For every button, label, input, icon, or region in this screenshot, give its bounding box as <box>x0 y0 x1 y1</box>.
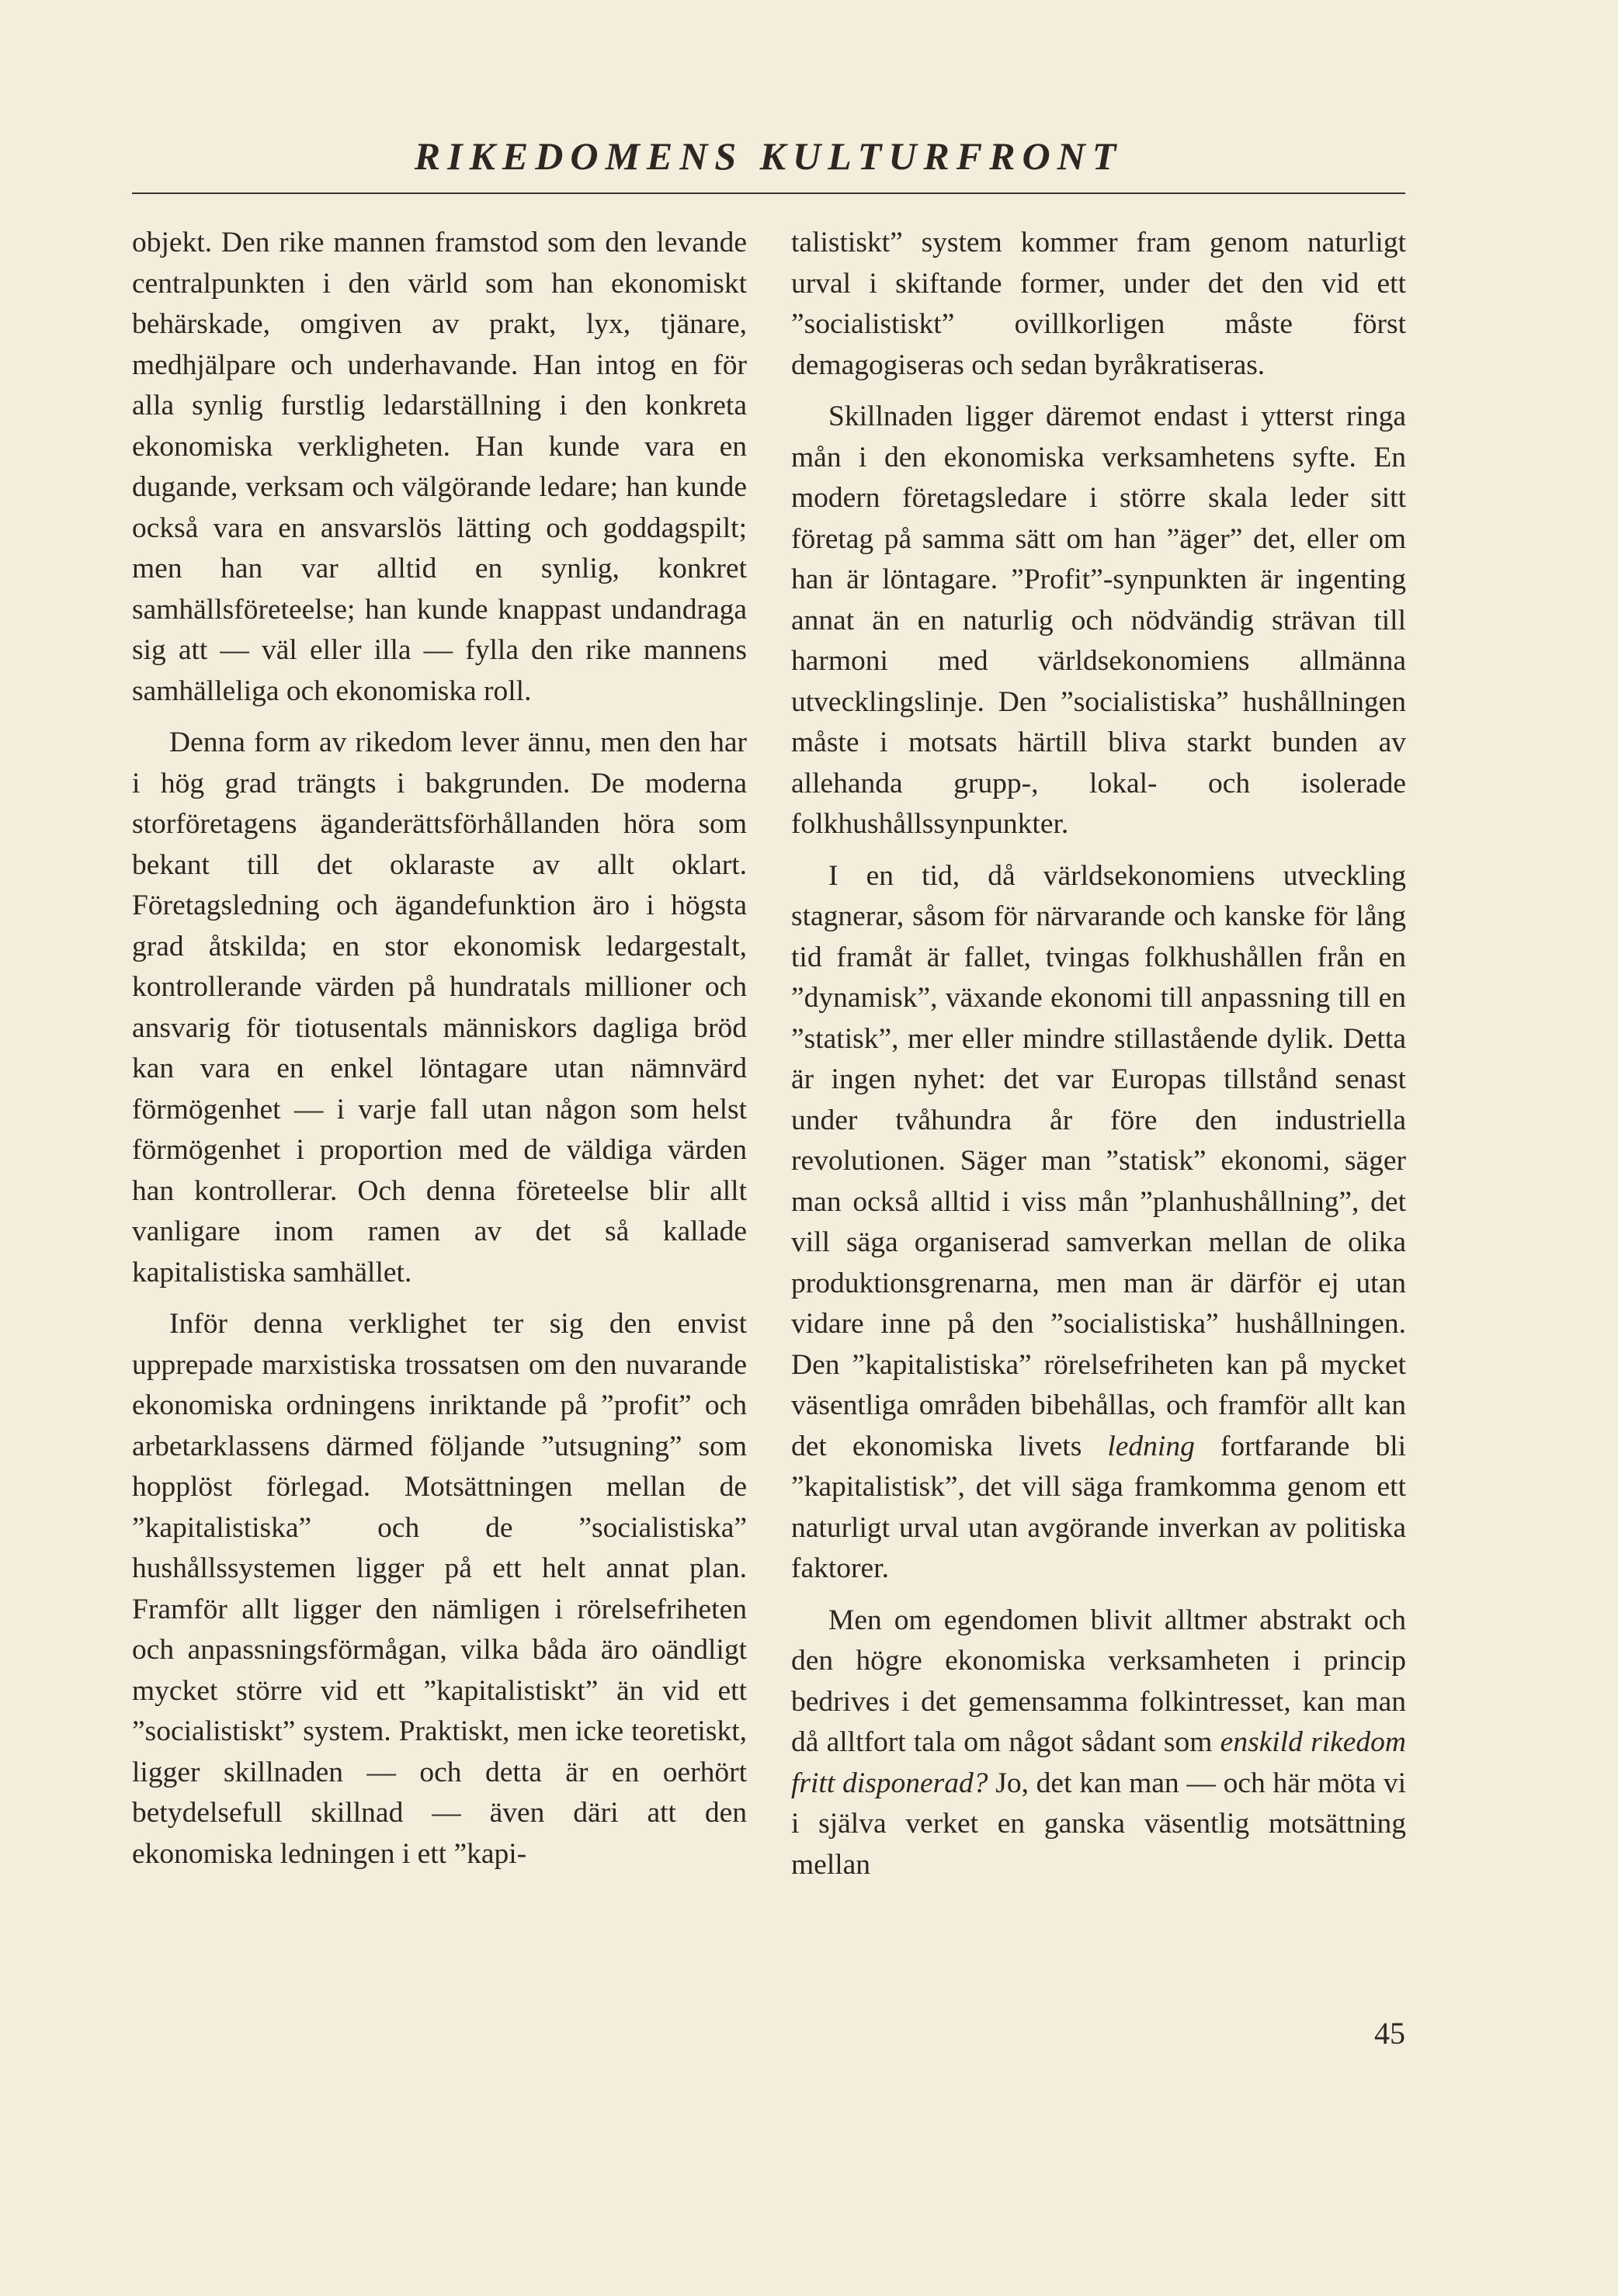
page-number: 45 <box>1374 2016 1405 2051</box>
paragraph: Inför denna verklighet ter sig den envist upprepade marxistiska trossatsen om den nuvarande ekonomiska ordningens inriktande på ”profit” och arbetarklassens därmed följande ”utsugning” som hopplöst förlegad. Motsättningen mellan de ”kapitalistiska” och de ”socialistiska” hushållssystemen ligger på ett helt annat plan. Framför allt ligger den nämligen i rörelsefriheten och anpassningsförmågan, vilka båda äro oändligt mycket större vid ett ”kapitalistiskt” än vid ett ”socialistiskt” system. Praktiskt, men icke teoretiskt, ligger skillnaden — och detta är en oerhört betydelsefull skillnad — även däri att den ekonomiska ledningen i ett ”kapi- <box>132 1308 747 1870</box>
text-run: I en tid, då världsekonomiens utveckling stagnerar, såsom för närvarande och kanske för lång tid framåt är fallet, tvingas folkhushållen från en ”dynamisk”, växande ekonomi till anpassning till en ”statisk”, mer eller mindre stillastående dylik. Detta är ingen nyhet: det var Europas tillstånd senast under tvåhundra år före den industriella revolutionen. Säger man ”statisk” ekonomi, säger man också alltid i viss mån ”planhushållning”, det vill säga organiserad samverkan mellan de olika produktionsgrenarna, men man är därför ej utan vidare inne på den ”socialistiska” hushållningen. Den ”kapitalistiska” rörelsefriheten kan på mycket väsentliga områden bibehållas, och framför allt kan det ekonomiska livets <box>791 859 1406 1462</box>
paragraph <box>791 856 1406 1590</box>
header-rule <box>132 192 1405 194</box>
paragraph <box>791 1601 1406 1886</box>
paragraph: Denna form av rikedom lever ännu, men den har i hög grad trängts i bakgrunden. De moderna storföretagens äganderättsförhållanden höra som bekant till det oklaraste av allt oklart. Företagsledning och ägandefunktion äro i högsta grad åtskilda; en stor ekonomisk ledargestalt, kontrollerande värden på hundratals millioner och ansvarig för tiotusentals människors dagliga bröd kan vara en enkel löntagare utan nämnvärd förmögenhet — i varje fall utan någon som helst förmögenhet i proportion med de väldiga värden han kontrollerar. Och denna företeelse blir allt vanligare inom ramen av det så kallade kapitalistiska samhället. <box>132 727 747 1288</box>
italic-emphasis: ledning <box>1107 1430 1195 1462</box>
paragraph: Skillnaden ligger däremot endast i ytterst ringa mån i den ekonomiska verksamhetens syfte. En modern företagsledare i större skala leder sitt företag på samma sätt om han ”äger” det, eller om han är löntagare. ”Profit”-synpunkten är ingenting annat än en naturlig och nödvändig strävan till harmoni med världsekonomiens allmänna utvecklingslinje. Den ”socialistiska” hushållningen måste i motsats härtill bliva starkt bunden av allehanda grupp-, lokal- och isolerade folkhushållssynpunkter. <box>791 401 1406 840</box>
right-column <box>791 223 1406 1885</box>
running-title: RIKEDOMENS KULTURFRONT <box>414 134 1123 178</box>
text-run: Men om egendomen blivit alltmer abstrakt och den högre ekonomiska verksamheten i princip bedrives i det gemensamma folkintresset, kan man då alltfort tala om något sådant som <box>791 1604 1406 1758</box>
italic-emphasis: enskild rikedom fritt disponerad? <box>791 1726 1406 1799</box>
text-run: Jo, det kan man — och här möta vi i själva verket en ganska väsentlig motsättning mellan <box>791 1767 1406 1881</box>
paragraph: objekt. Den rike mannen framstod som den levande centralpunkten i den värld som han ekonomiskt behärskade, omgiven av prakt, lyx, tjänare, medhjälpare och underhavande. Han intog en för alla synlig furstlig ledarställning i den konkreta ekonomiska verkligheten. Han kunde vara en dugande, verksam och välgörande ledare; han kunde också vara en ansvarslös lätting och goddagspilt; men han var alltid en synlig, konkret samhällsföreteelse; han kunde knappast undandraga sig att — väl eller illa — fylla den rike mannens samhälleliga och ekonomiska roll. <box>132 227 747 707</box>
text-run: fortfarande bli ”kapitalistisk”, det vill säga framkomma genom ett naturligt urval utan avgörande inverkan av politiska faktorer. <box>791 1430 1407 1584</box>
left-column <box>132 223 747 1875</box>
paragraph: talistiskt” system kommer fram genom naturligt urval i skiftande former, under det den vid ett ”socialistiskt” ovillkorligen måste först demagogiseras och sedan byråkratiseras. <box>791 227 1406 381</box>
